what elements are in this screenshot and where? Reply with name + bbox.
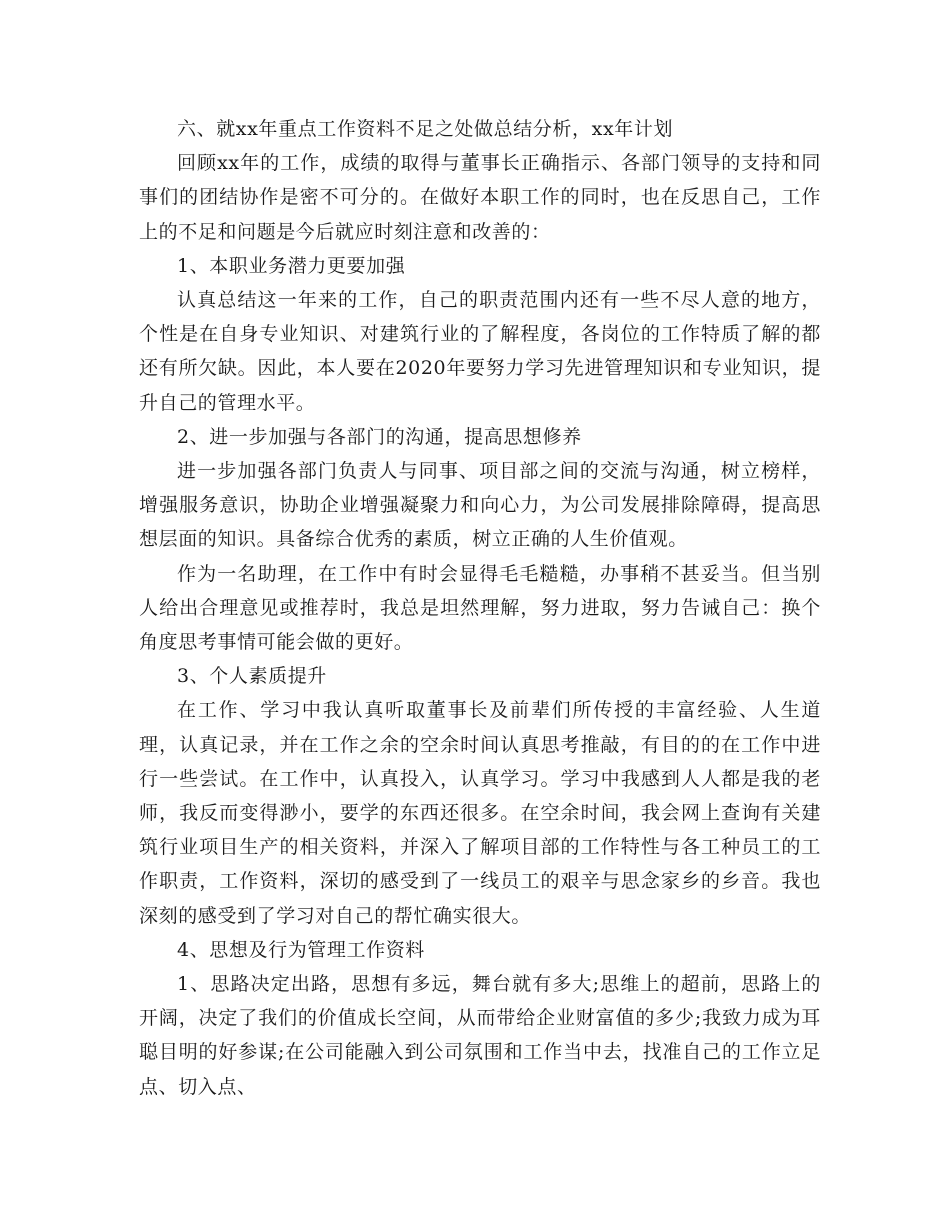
body-paragraph: 在工作、学习中我认真听取董事长及前辈们所传授的丰富经验、人生道理，认真记录，并在工作之余的空余时间认真思考推敲，有目的的在工作中进行一些尝试。在工作中，认真投入，认真学习。学习中我感到人人都是我的老师，我反而变得渺小，要学的东西还很多。在空余时间，我会网上查询有关建筑行业项目生产的相关资料，并深入了解项目部的工作特性与各工种员工的工作职责，工作资料，深切的感受到了一线员工的艰辛与思念家乡的乡音。我也深刻的感受到了学习对自己的帮忙确实很大。	[139, 699, 821, 927]
body-paragraph: 进一步加强各部门负责人与同事、项目部之间的交流与沟通，树立榜样，增强服务意识，协助企业增强凝聚力和向心力，为公司发展排除障碍，提高思想层面的知识。具备综合优秀的素质，树立正确的人生价值观。	[139, 460, 821, 551]
body-paragraph: 认真总结这一年来的工作，自己的职责范围内还有一些不尽人意的地方，个性是在自身专业知识、对建筑行业的了解程度，各岗位的工作特质了解的都还有所欠缺。因此，本人要在2020年要努力学习先进管理知识和专业知识，提升自己的管理水平。	[139, 289, 821, 414]
subsection-heading-2: 2、进一步加强与各部门的沟通，提高思想修养	[177, 425, 582, 448]
subsection-heading-1: 1、本职业务潜力更要加强	[177, 254, 406, 277]
subsection-heading-4: 4、思想及行为管理工作资料	[177, 938, 425, 961]
body-paragraph: 作为一名助理，在工作中有时会显得毛毛糙糙，办事稍不甚妥当。但当别人给出合理意见或推荐时，我总是坦然理解，努力进取，努力告诫自己：换个角度思考事情可能会做的更好。	[139, 562, 821, 654]
body-paragraph: 1、思路决定出路，思想有多远，舞台就有多大;思维上的超前，思路上的开阔，决定了我们的价值成长空间，从而带给企业财富值的多少;我致力成为耳聪目明的好参谋;在公司能融入到公司氛围和工作当中去，找准自己的工作立足点、切入点、	[139, 973, 821, 1098]
subsection-heading-3: 3、个人素质提升	[177, 665, 327, 688]
document-body	[139, 112, 821, 1104]
section-heading-6: 六、就xx年重点工作资料不足之处做总结分析，xx年计划	[177, 118, 674, 140]
body-paragraph: 回顾xx年的工作，成绩的取得与董事长正确指示、各部门领导的支持和同事们的团结协作是密不可分的。在做好本职工作的同时，也在反思自己，工作上的不足和问题是今后就应时刻注意和改善的：	[139, 152, 821, 243]
